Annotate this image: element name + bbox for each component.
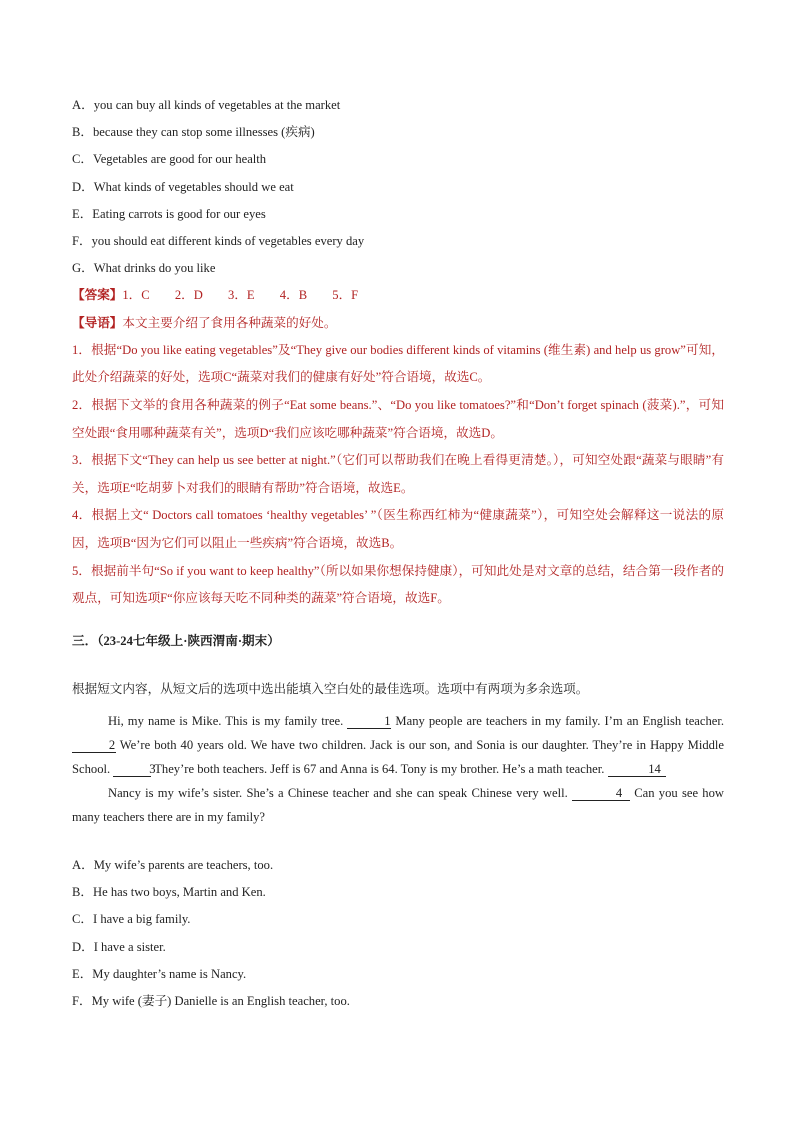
- option-text: What kinds of vegetables should we eat: [93, 179, 294, 194]
- option-b: [72, 119, 724, 146]
- explanation-4: 4．根据上文“ Doctors call tomatoes ‘healthy vegetables’ ”（医生称西红柿为“健康蔬菜”），可知空处会解释这一说法的原因，选项B“因为它们可以阻止一些疾病”符合语境，故选B。: [72, 508, 724, 550]
- passage-text: We’re both 40 years old. We have two children. Jack is our son, and Sonia is our daughter. They’re in Happy Middle School.: [72, 738, 725, 776]
- options-list-b: [72, 852, 350, 1015]
- option-letter: D．: [72, 179, 94, 194]
- answer-label: 【答案】: [72, 288, 123, 303]
- option-g: [72, 255, 724, 282]
- option-text: My daughter’s name is Nancy.: [92, 966, 247, 981]
- section-instruction: 根据短文内容，从短文后的选项中选出能填入空白处的最佳选项。选项中有两项为多余选项。: [72, 682, 589, 696]
- option-letter: G．: [72, 261, 94, 276]
- option-text: you should eat different kinds of vegetables every day: [91, 234, 365, 249]
- passage-text: Nancy is my wife’s sister. She’s a Chinese teacher and she can speak Chinese very well.: [108, 786, 568, 800]
- answer-line: [72, 282, 724, 309]
- guide-text: 本文主要介绍了食用各种蔬菜的好处。: [122, 315, 337, 330]
- option-d: [72, 174, 724, 201]
- option-text: I have a sister.: [93, 939, 166, 954]
- document-page: [72, 92, 725, 1009]
- option-letter: C．: [72, 912, 93, 927]
- guide-label: 【导语】: [72, 315, 123, 330]
- reading-passage: [72, 709, 724, 829]
- option-text: My wife (妻子) Danielle is an English teacher, too.: [91, 994, 350, 1009]
- explanation-3: 3．根据下文“They can help us see better at night.”（它们可以帮助我们在晚上看得更清楚。），可知空处跟“蔬菜与眼睛”有关，选项E“吃胡萝卜对我们的眼睛有帮助”符合语境，故选E。: [72, 453, 724, 495]
- blank-2[interactable]: 2: [72, 738, 116, 753]
- option-b: [72, 879, 350, 906]
- explanation-1: 1．根据“Do you like eating vegetables”及“They give our bodies different kinds of vitamins (维生素) and help us grow”可知，此处介绍蔬菜的好处，选项C“蔬菜对我们的健康有好处”符合语境，故选C。: [72, 342, 724, 385]
- option-text: because they can stop some illnesses (疾病): [93, 125, 315, 140]
- option-text: My wife’s parents are teachers, too.: [93, 858, 274, 872]
- passage-text: Can you see how many teachers there are in my family?: [72, 786, 724, 824]
- passage-text: They’re both teachers. Jeff is 67 and Anna is 64. Tony is my brother. He’s a math teacher.: [154, 762, 605, 776]
- passage-paragraph-2: [72, 781, 724, 829]
- option-letter: A．: [72, 98, 94, 112]
- option-f: [72, 988, 350, 1015]
- option-d: [72, 934, 350, 961]
- passage-text: Many people are teachers in my family. I’m an English teacher.: [395, 714, 724, 728]
- options-list-a: [72, 92, 724, 282]
- option-text: What drinks do you like: [93, 261, 216, 276]
- option-letter: B．: [72, 125, 93, 140]
- option-a: [72, 92, 724, 119]
- option-letter: E．: [72, 206, 93, 221]
- option-c: [72, 906, 350, 933]
- guide-line: [72, 310, 724, 337]
- answer-text: 1．C 2．D 3．E 4．B 5．F: [122, 288, 359, 303]
- blank-3[interactable]: 3: [113, 762, 151, 777]
- option-letter: E．: [72, 966, 93, 981]
- option-text: He has two boys, Martin and Ken.: [93, 885, 266, 900]
- passage-paragraph-1: [72, 709, 724, 781]
- option-letter: A．: [72, 858, 94, 872]
- option-letter: C．: [72, 152, 93, 167]
- option-letter: F．: [72, 994, 92, 1009]
- option-a: [72, 852, 350, 879]
- option-letter: F．: [72, 234, 92, 249]
- option-c: [72, 146, 724, 173]
- section-title: 三．（23-24七年级上·陕西渭南·期末）: [72, 634, 280, 648]
- option-text: you can buy all kinds of vegetables at the market: [93, 98, 341, 112]
- option-text: Vegetables are good for our health: [93, 152, 267, 167]
- passage-text: Hi, my name is Mike. This is my family tree.: [108, 714, 344, 728]
- explanation-2: 2．根据下文举的食用各种蔬菜的例子“Eat some beans.”、“Do you like tomatoes?”和“Don’t forget spinach (菠菜).”，可知空处跟“食用哪种蔬菜有关”，选项D“我们应该吃哪种蔬菜”符合语境，故选D。: [72, 398, 724, 440]
- option-f: [72, 228, 724, 255]
- option-text: I have a big family.: [93, 912, 191, 927]
- option-e: [72, 201, 724, 228]
- option-text: Eating carrots is good for our eyes: [92, 206, 266, 221]
- option-letter: B．: [72, 885, 93, 900]
- blank-4[interactable]: 4: [572, 786, 630, 801]
- explanation-5: 5．根据前半句“So if you want to keep healthy”（所以如果你想保持健康），可知此处是对文章的总结，结合第一段作者的观点，可知选项F“你应该每天吃不同种类的蔬菜”符合语境，故选F。: [72, 563, 724, 606]
- option-letter: D．: [72, 939, 94, 954]
- option-e: [72, 961, 350, 988]
- blank-14[interactable]: 14: [608, 762, 666, 777]
- blank-1[interactable]: 1: [347, 714, 391, 729]
